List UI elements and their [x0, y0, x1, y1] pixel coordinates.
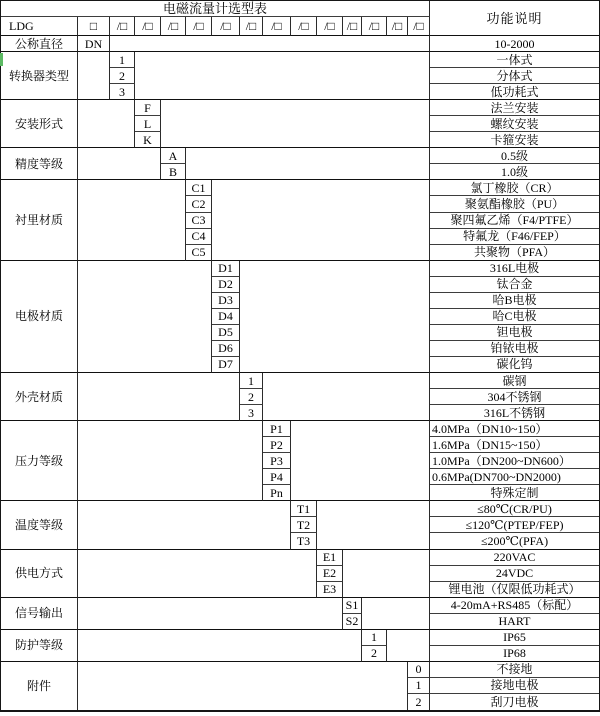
code-cell: 1	[408, 678, 430, 694]
empty-cell	[78, 148, 161, 180]
code-cell: C1	[186, 180, 212, 196]
description-cell: 接地电极	[430, 678, 599, 694]
description-cell: 铂铱电极	[430, 341, 599, 357]
description-cell: 碳化钨	[430, 357, 599, 373]
description-cell: 低功耗式	[430, 84, 599, 100]
code-cell: E1	[317, 550, 343, 566]
section-label: 附件	[1, 662, 78, 710]
description-cell: 316L不锈钢	[430, 405, 599, 421]
description-cell: 0.6MPa(DN700~DN2000)	[430, 469, 599, 485]
model-slot-cell: /□	[135, 17, 161, 36]
description-cell: 法兰安装	[430, 100, 599, 116]
description-cell: 钛合金	[430, 277, 599, 293]
code-cell: D6	[212, 341, 240, 357]
code-cell: L	[135, 116, 161, 132]
empty-cell	[78, 501, 291, 549]
empty-cell	[78, 373, 240, 421]
code-cell: DN	[78, 36, 110, 52]
code-cell: E2	[317, 566, 343, 582]
empty-cell	[161, 100, 430, 148]
model-slot-cell: /□	[408, 17, 430, 36]
model-slot-cell: /□	[362, 17, 387, 36]
code-cell: C5	[186, 245, 212, 261]
code-cell: T1	[291, 501, 317, 517]
description-cell: 4-20mA+RS485（标配）	[430, 598, 599, 614]
description-cell: ≤80℃(CR/PU)	[430, 501, 599, 517]
code-cell: 2	[408, 694, 430, 710]
empty-cell	[387, 630, 430, 662]
empty-cell	[78, 662, 408, 710]
code-cell: 3	[110, 84, 135, 100]
empty-cell	[263, 373, 430, 421]
code-cell: D3	[212, 293, 240, 309]
code-cell: C4	[186, 229, 212, 245]
description-cell: ≤200℃(PFA)	[430, 533, 599, 549]
description-cell: 特氟龙（F46/FEP）	[430, 229, 599, 245]
description-cell: 刮刀电极	[430, 694, 599, 710]
description-cell: 304不锈钢	[430, 389, 599, 405]
section-label: 安装形式	[1, 100, 78, 148]
code-cell: 1	[362, 630, 387, 646]
model-slot-cell: /□	[186, 17, 212, 36]
section-label: 外壳材质	[1, 373, 78, 421]
model-slot-cell: /□	[263, 17, 291, 36]
code-cell: P4	[263, 469, 291, 485]
description-cell: 钽电极	[430, 325, 599, 341]
description-cell: 分体式	[430, 68, 599, 84]
model-prefix-label: LDG	[1, 17, 78, 36]
code-cell: D4	[212, 309, 240, 325]
code-cell: D1	[212, 261, 240, 277]
description-cell: 1.6MPa（DN15~150）	[430, 437, 599, 453]
empty-cell	[78, 630, 362, 662]
code-cell: 0	[408, 662, 430, 678]
description-cell: 卡箍安装	[430, 132, 599, 148]
code-cell: D2	[212, 277, 240, 293]
model-slot-cell: /□	[110, 17, 135, 36]
code-cell: F	[135, 100, 161, 116]
empty-cell	[110, 36, 430, 52]
code-cell: A	[161, 148, 186, 164]
description-cell: 不接地	[430, 662, 599, 678]
section-label: 信号输出	[1, 598, 78, 630]
empty-cell	[291, 421, 430, 501]
section-label: 温度等级	[1, 501, 78, 549]
description-cell: ≤120℃(PTEP/FEP)	[430, 517, 599, 533]
model-slot-cell: /□	[387, 17, 408, 36]
empty-cell	[343, 550, 430, 598]
description-cell: IP68	[430, 646, 599, 662]
section-label: 衬里材质	[1, 180, 78, 260]
code-cell: C2	[186, 196, 212, 212]
section-label: 电极材质	[1, 261, 78, 373]
description-cell: 碳钢	[430, 373, 599, 389]
empty-cell	[78, 598, 343, 630]
description-cell: 聚四氟乙烯（F4/PTFE）	[430, 213, 599, 229]
description-cell: 哈B电极	[430, 293, 599, 309]
section-label: 精度等级	[1, 148, 78, 180]
section-label: 压力等级	[1, 421, 78, 501]
empty-cell	[78, 550, 317, 598]
empty-cell	[78, 180, 186, 260]
description-cell: 4.0MPa（DN10~150）	[430, 421, 599, 437]
section-label: 防护等级	[1, 630, 78, 662]
model-slot-cell: /□	[291, 17, 317, 36]
description-cell: 共聚物（PFA）	[430, 245, 599, 261]
code-cell: K	[135, 132, 161, 148]
code-cell: 2	[362, 646, 387, 662]
code-cell: D5	[212, 325, 240, 341]
code-cell: B	[161, 164, 186, 180]
empty-cell	[135, 52, 430, 100]
empty-cell	[362, 598, 430, 630]
empty-cell	[78, 100, 135, 148]
model-slot-cell: /□	[317, 17, 343, 36]
code-cell: S2	[343, 614, 362, 630]
code-cell: Pn	[263, 485, 291, 501]
description-cell: 10-2000	[430, 36, 599, 52]
scan-edge-artifact	[0, 53, 3, 66]
description-cell: 1.0级	[430, 164, 599, 180]
empty-cell	[240, 261, 430, 373]
model-slot-cell: /□	[161, 17, 186, 36]
description-cell: 锂电池（仅限低功耗式）	[430, 582, 599, 598]
code-cell: 3	[240, 405, 263, 421]
model-slot-cell: /□	[212, 17, 240, 36]
description-cell: 316L电极	[430, 261, 599, 277]
description-cell: 0.5级	[430, 148, 599, 164]
code-cell: E3	[317, 582, 343, 598]
function-description-header: 功能说明	[430, 1, 599, 36]
code-cell: P3	[263, 453, 291, 469]
description-cell: 24VDC	[430, 566, 599, 582]
description-cell: 聚氨酯橡胶（PU）	[430, 196, 599, 212]
code-cell: 1	[240, 373, 263, 389]
description-cell: 特殊定制	[430, 485, 599, 501]
code-cell: 2	[110, 68, 135, 84]
empty-cell	[78, 52, 110, 100]
section-label: 转换器类型	[1, 52, 78, 100]
code-cell: 2	[240, 389, 263, 405]
description-cell: 螺纹安装	[430, 116, 599, 132]
empty-cell	[78, 421, 263, 501]
code-cell: 1	[110, 52, 135, 68]
description-cell: 氯丁橡胶（CR）	[430, 180, 599, 196]
section-label: 公称直径	[1, 36, 78, 52]
empty-cell	[317, 501, 430, 549]
empty-cell	[186, 148, 430, 180]
model-slot-cell: /□	[343, 17, 362, 36]
selection-table-grid	[1, 1, 599, 710]
code-cell: P1	[263, 421, 291, 437]
code-cell: T2	[291, 517, 317, 533]
description-cell: HART	[430, 614, 599, 630]
code-cell: T3	[291, 533, 317, 549]
table-title: 电磁流量计选型表	[1, 1, 430, 17]
description-cell: 一体式	[430, 52, 599, 68]
code-cell: D7	[212, 357, 240, 373]
code-cell: S1	[343, 598, 362, 614]
description-cell: 220VAC	[430, 550, 599, 566]
description-cell: IP65	[430, 630, 599, 646]
model-slot-cell: /□	[240, 17, 263, 36]
section-label: 供电方式	[1, 550, 78, 598]
description-cell: 1.0MPa（DN200~DN600）	[430, 453, 599, 469]
empty-cell	[78, 261, 212, 373]
model-box-cell: □	[78, 17, 110, 36]
code-cell: C3	[186, 213, 212, 229]
code-cell: P2	[263, 437, 291, 453]
description-cell: 哈C电极	[430, 309, 599, 325]
empty-cell	[212, 180, 430, 260]
